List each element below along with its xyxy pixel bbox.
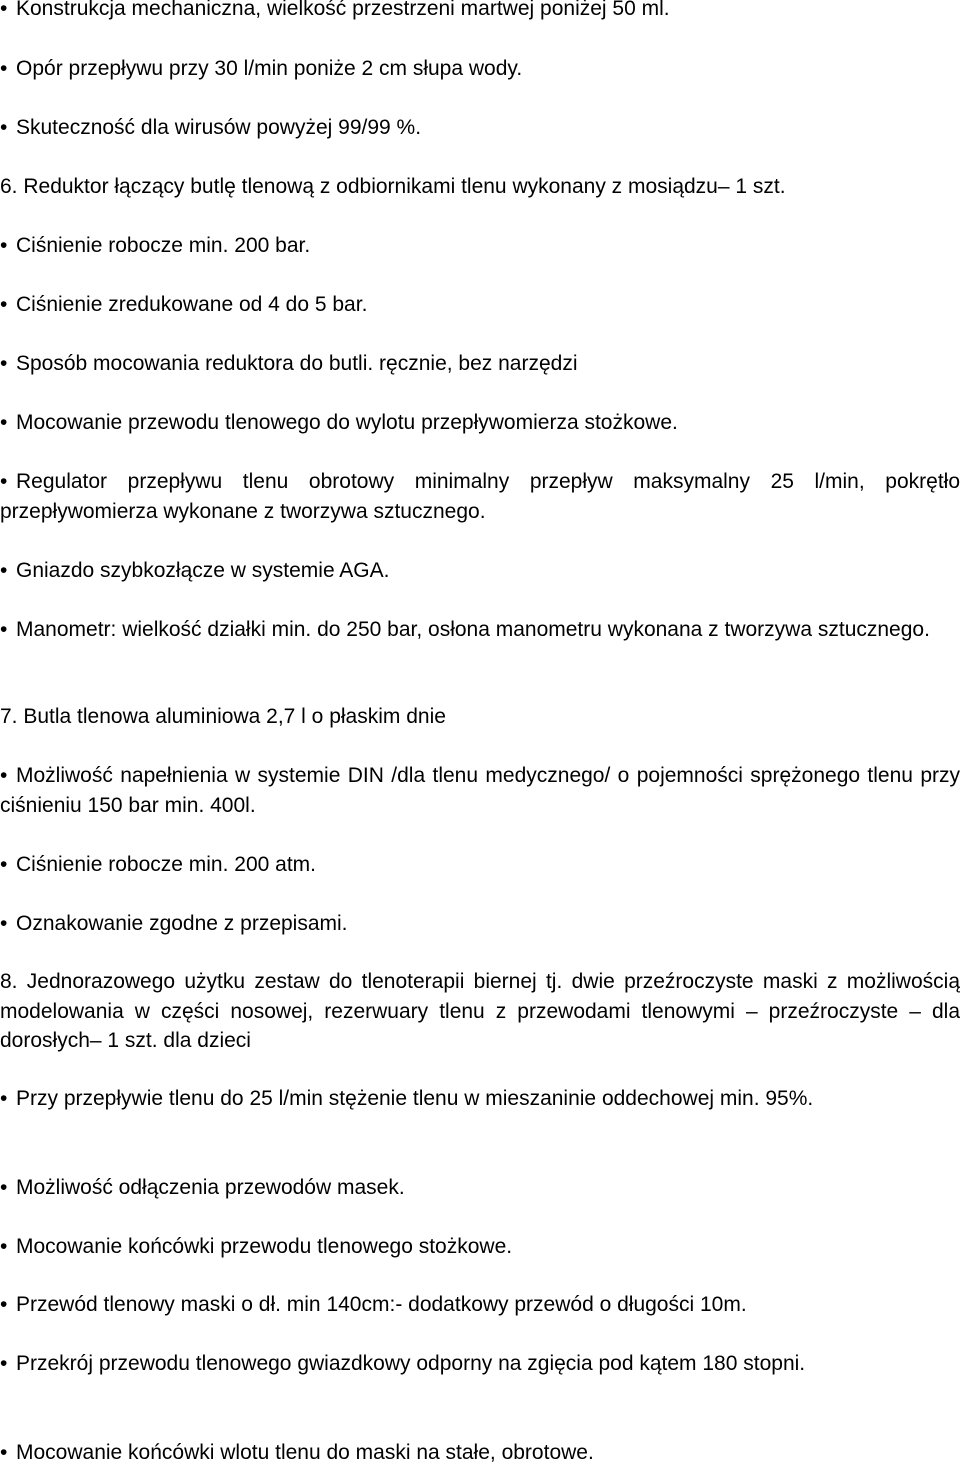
bullet-item-manometr (0, 615, 960, 645)
bullet-item-przekroj (0, 1349, 960, 1379)
bullet-item-cisnienie-atm (0, 850, 960, 880)
item-text: Ciśnienie robocze min. 200 bar. (16, 234, 311, 257)
item-text: Konstrukcja mechaniczna, wielkość przestrzeni martwej poniżej 50 ml. (16, 0, 670, 20)
item-text: Mocowanie końcówki wlotu tlenu do maski na stałe, obrotowe. (16, 1441, 594, 1464)
bullet-item-konstrukcja (0, 0, 960, 24)
bullet-icon: • (0, 618, 8, 641)
bullet-item-odlaczenie (0, 1173, 960, 1203)
item-text: Skuteczność dla wirusów powyżej 99/99 %. (16, 116, 422, 139)
bullet-item-przewod-tlenowy (0, 1290, 960, 1320)
bullet-item-gniazdo (0, 556, 960, 586)
item-text: Możliwość odłączenia przewodów masek. (16, 1176, 405, 1199)
bullet-icon: • (0, 853, 8, 876)
item-text: Manometr: wielkość działki min. do 250 bar, osłona manometru wykonana z tworzywa sztucznego. (16, 618, 930, 641)
section-heading-7: 7. Butla tlenowa aluminiowa 2,7 l o płaskim dnie (0, 705, 446, 728)
bullet-icon: • (0, 1176, 8, 1199)
bullet-item-oznakowanie (0, 909, 960, 939)
bullet-icon: • (0, 1293, 8, 1316)
bullet-icon: • (0, 293, 8, 316)
item-text: Sposób mocowania reduktora do butli. ręcznie, bez narzędzi (16, 352, 578, 375)
bullet-icon: • (0, 57, 8, 80)
bullet-item-skutecznosc (0, 113, 960, 143)
item-text: Regulator przepływu tlenu obrotowy minimalny przepływ maksymalny 25 l/min, pokrętło przepływomierza wykonane z tworzywa sztucznego. (0, 470, 960, 523)
bullet-icon: • (0, 1235, 8, 1258)
item-text: Oznakowanie zgodne z przepisami. (16, 912, 348, 935)
item-text: Opór przepływu przy 30 l/min poniże 2 cm słupa wody. (16, 57, 523, 80)
bullet-item-regulator (0, 467, 960, 526)
bullet-item-opor (0, 54, 960, 84)
item-text: Mocowanie przewodu tlenowego do wylotu przepływomierza stożkowe. (16, 411, 678, 434)
bullet-icon: • (0, 0, 8, 20)
bullet-item-mocowanie-przewodu (0, 408, 960, 438)
item-text: Mocowanie końcówki przewodu tlenowego stożkowe. (16, 1235, 513, 1258)
item-text: Ciśnienie robocze min. 200 atm. (16, 853, 316, 876)
section-heading-6: 6. Reduktor łączący butlę tlenową z odbiornikami tlenu wykonany z mosiądzu– 1 szt. (0, 175, 786, 198)
item-text: Przy przepływie tlenu do 25 l/min stężenie tlenu w mieszaninie oddechowej min. 95%. (16, 1087, 814, 1110)
item-text: Gniazdo szybkozłącze w systemie AGA. (16, 559, 390, 582)
bullet-icon: • (0, 912, 8, 935)
bullet-icon: • (0, 411, 8, 434)
bullet-item-sposob-mocowania (0, 349, 960, 379)
bullet-item-mozliwosc-napelnienia (0, 761, 960, 820)
item-text: Możliwość napełnienia w systemie DIN /dla tlenu medycznego/ o pojemności sprężonego tlenu przy ciśnieniu 150 bar min. 400l. (0, 764, 960, 817)
section-heading-8: 8. Jednorazowego użytku zestaw do tlenoterapii biernej tj. dwie przeźroczyste maski z możliwością modelowania w części nosowej, rezerwuary tlenu z przewodami tlenowymi – przeźroczyste – dla dorosłych– 1 szt. dla dzieci (0, 970, 960, 1053)
bullet-icon: • (0, 764, 8, 787)
bullet-icon: • (0, 559, 8, 582)
bullet-icon: • (0, 1352, 8, 1375)
bullet-icon: • (0, 1441, 8, 1464)
bullet-item-mocowanie-koncowki (0, 1232, 960, 1262)
bullet-icon: • (0, 470, 8, 493)
bullet-icon: • (0, 116, 8, 139)
bullet-item-przeplyw-tlenu (0, 1084, 960, 1114)
bullet-item-wlot-tlenu (0, 1438, 960, 1468)
bullet-icon: • (0, 352, 8, 375)
bullet-item-cisnienie-robocze (0, 231, 960, 261)
bullet-icon: • (0, 234, 8, 257)
item-text: Ciśnienie zredukowane od 4 do 5 bar. (16, 293, 368, 316)
bullet-icon: • (0, 1087, 8, 1110)
item-text: Przewód tlenowy maski o dł. min 140cm:- dodatkowy przewód o długości 10m. (16, 1293, 747, 1316)
item-text: Przekrój przewodu tlenowego gwiazdkowy odporny na zgięcia pod kątem 180 stopni. (16, 1352, 806, 1375)
bullet-item-cisnienie-zredukowane (0, 290, 960, 320)
